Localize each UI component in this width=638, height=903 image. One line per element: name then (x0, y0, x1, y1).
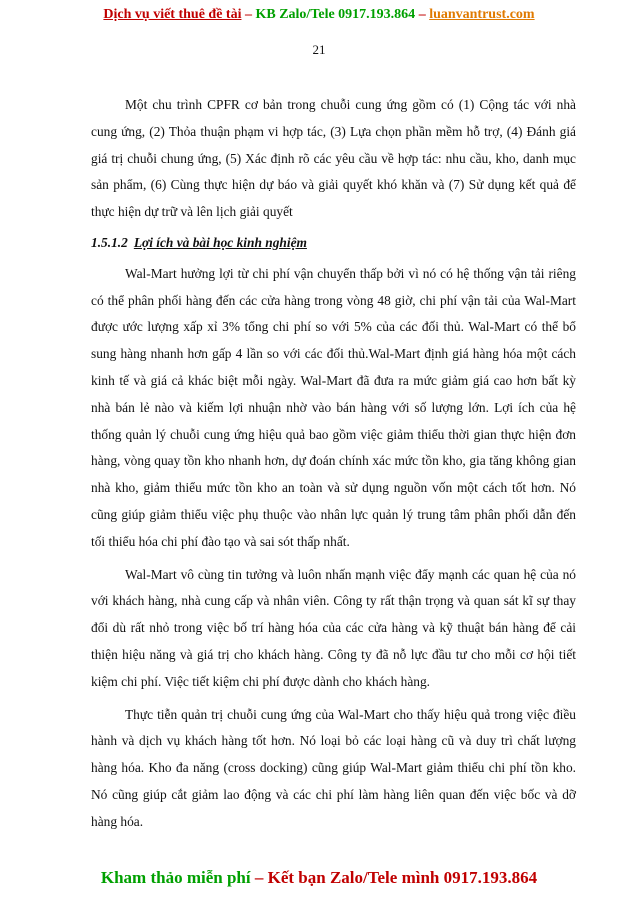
header-banner (0, 6, 638, 24)
paragraph-cpfr: Một chu trình CPFR cơ bản trong chuỗi cung ứng gồm có (1) Cộng tác với nhà cung ứng, (2) Thỏa thuận phạm vi hợp tác, (3) Lựa chọn phần mềm hỗ trợ, (4) Đánh giá giá trị chuỗi chung ứng, (5) Xác định rõ các yêu cầu về hợp tác: nhu cầu, kho, danh mục sản phẩm, (6) Cùng thực hiện dự báo và giải quyết khó khăn và (7) Sử dụng kết quả để thực hiện dự trữ và lên lịch giải quyết (91, 97, 576, 220)
header-separator: – (241, 7, 256, 22)
footer-free-text: Kham thảo miễn phí (100, 868, 251, 887)
document-body (91, 92, 576, 842)
paragraph-benefits: Wal-Mart hưởng lợi từ chi phí vận chuyển thấp bởi vì nó có hệ thống vận tải riêng có thể phân phối hàng đến các cửa hàng trong vòng 48 giờ, chi phí vận tải của Wal-Mart được ước lượng xấp xỉ 3% tổng chi phí so với 5% của các đối thủ. Wal-Mart có thể bổ sung hàng nhanh hơn gấp 4 lần so với các đối thủ.Wal-Mart định giá hàng hóa một cách kinh tế và giá cả khác biệt mỗi ngày. Wal-Mart đã đưa ra mức giảm giá cao hơn bất kỳ nhà bán lẻ nào và kiếm lợi nhuận nhờ vào bán hàng với số lượng lớn. Lợi ích của hệ thống quản lý chuỗi cung ứng hiệu quả bao gồm việc giảm thiểu thời gian thực hiện đơn hàng, vòng quay tồn kho nhanh hơn, dự đoán chính xác mức tồn kho, gia tăng không gian nhà kho, giảm thiểu mức tồn kho an toàn và sử dụng nguồn vốn một cách tốt hơn. Nó cũng giúp giảm thiểu việc phụ thuộc vào nhân lực quản lý trung tâm phân phối dẫn đến tối thiểu hóa chi phí đào tạo và sai sót thấp nhất. (91, 265, 576, 549)
header-site-link[interactable]: luanvantrust.com (429, 7, 535, 22)
paragraph-relationships: Wal-Mart vô cùng tin tưởng và luôn nhấn mạnh việc đẩy mạnh các quan hệ của nó với khách hàng, nhà cung cấp và nhân viên. Công ty rất thận trọng và quan sát kĩ sự thay đổi dù rất nhỏ trong việc bố trí hàng hóa của các cửa hàng và kỹ thuật bán hàng để cải thiện hiệu năng và giá trị cho khách hàng. Công ty đã nỗ lực đầu tư cho mỗi cơ hội tiết kiệm chi phí. Việc tiết kiệm chi phí được dành cho khách hàng. (91, 566, 576, 689)
header-contact: KB Zalo/Tele 0917.193.864 (255, 7, 416, 22)
header-service-link[interactable]: Dịch vụ viết thuê đề tài (103, 7, 242, 22)
section-title: Lợi ích và bài học kinh nghiệm (133, 234, 307, 250)
page-number: 21 (312, 42, 326, 57)
paragraph-practice: Thực tiễn quản trị chuỗi cung ứng của Wal-Mart cho thấy hiệu quả trong việc điều hành và dịch vụ khách hàng tốt hơn. Nó loại bỏ các loại hàng cũ và duy trì chất lượng hàng hóa. Kho đa năng (cross docking) cũng giúp Wal-Mart giảm thiểu chi phí tồn kho. Nó cũng giúp cắt giảm lao động và các chi phí làm hàng liên quan đến việc bốc và dỡ hàng hóa. (91, 706, 576, 829)
footer-contact: Kết bạn Zalo/Tele mình 0917.193.864 (267, 868, 538, 887)
header-separator: – (415, 7, 430, 22)
section-heading (91, 230, 576, 257)
footer-banner (0, 867, 638, 889)
section-number: 1.5.1.2 (91, 234, 128, 250)
footer-separator: – (250, 868, 268, 887)
